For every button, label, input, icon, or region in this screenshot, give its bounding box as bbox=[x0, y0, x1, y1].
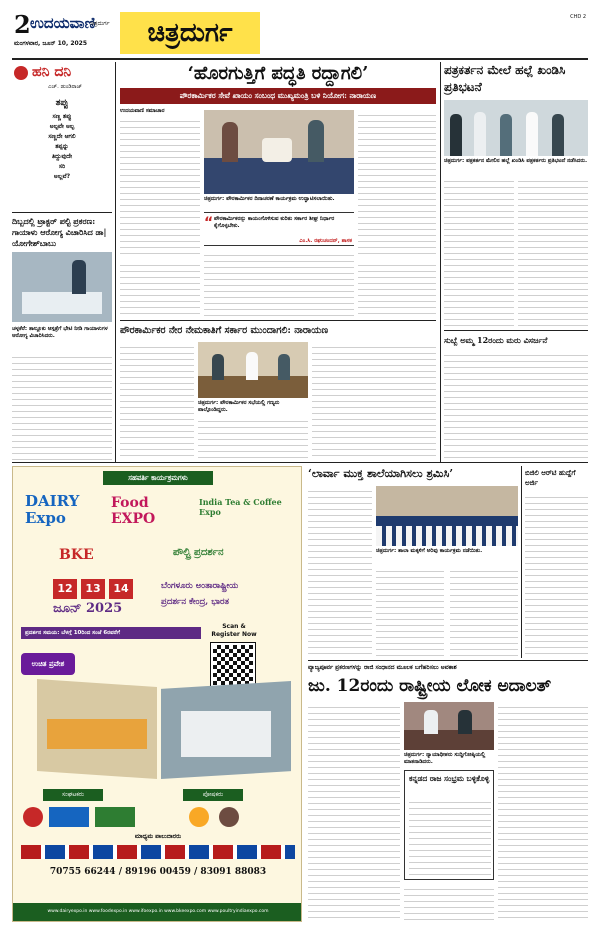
masthead bbox=[12, 12, 588, 58]
lead-body-col2 bbox=[358, 110, 436, 256]
venue-line-1: ಬೆಂಗಳೂರು ಅಂತಾರಾಷ್ಟ್ರೀಯ bbox=[161, 581, 239, 591]
supporter-logo bbox=[219, 807, 239, 827]
advert-websites: www.dairyexpo.in www.foodexpo.in www.ifoexpo.in www.bkeexpo.com www.poultryindiaexpo.com bbox=[13, 903, 302, 921]
adalat-box-body bbox=[409, 797, 491, 877]
sidebar-photo bbox=[12, 252, 112, 322]
page-number: 2 bbox=[14, 10, 31, 39]
partner-logo-strip bbox=[21, 845, 295, 859]
media-partners-label: ಮಾಧ್ಯಮ ಪಾಲುದಾರರು bbox=[134, 833, 182, 840]
edition-label: ಚಿತ್ರದುರ್ಗ bbox=[90, 20, 110, 27]
small-body bbox=[525, 492, 588, 656]
dairy-expo-logo: DAIRY Expo bbox=[25, 492, 80, 527]
poem-line: ತಿದ್ದುವುದೇ bbox=[51, 153, 73, 160]
right-body-col1 bbox=[444, 176, 514, 326]
organisers-label: ಸಂಘಟಕರು bbox=[43, 789, 103, 801]
poem-line: ಅಲ್ಲವೆ? bbox=[53, 173, 71, 180]
right-photo bbox=[444, 100, 588, 156]
supporters-label: ಪೋಷಕರು bbox=[183, 789, 243, 801]
quote-mark-icon: “ bbox=[204, 215, 214, 231]
date-day: 12 bbox=[53, 579, 77, 599]
second-body-col1 bbox=[120, 342, 194, 458]
poem-line: ಸಣ್ಣದೇ ಆಗಲಿ bbox=[48, 133, 76, 140]
sidebar-divider bbox=[12, 212, 112, 213]
page-mid-rule bbox=[12, 462, 588, 463]
venue-line-2: ಪ್ರದರ್ಶನ ಕೇಂದ್ರ, ಭಾರತ bbox=[161, 597, 230, 607]
date-day: 14 bbox=[109, 579, 133, 599]
expo-advert bbox=[12, 466, 302, 922]
bke-logo: BKE bbox=[59, 547, 94, 563]
small-col-rule bbox=[521, 466, 522, 658]
date-month: ಜೂನ್ 2025 bbox=[53, 601, 123, 616]
timing-bar: ಪ್ರದರ್ಶನ ಸಮಯ: ಬೆಳಗ್ಗೆ 10ರಿಂದ ಸಂಜೆ 6ರವರೆಗೆ bbox=[21, 627, 201, 639]
poem-line: ಅಲ್ಪವೇ ಅಲ್ಪ bbox=[49, 123, 75, 130]
poem-line: ಸರಿ bbox=[58, 163, 66, 170]
masthead-rule bbox=[12, 58, 588, 60]
food-expo-logo: Food EXPO bbox=[111, 495, 156, 527]
small-headline: ಬಿಜಿಲಿ ಆರ್‌ಟಿ ಹುದ್ದೆಗೆ ಅರ್ಜಿ bbox=[525, 468, 576, 487]
right-rule bbox=[444, 330, 588, 331]
right-body-col2 bbox=[518, 176, 588, 326]
lead-body-col4 bbox=[358, 260, 436, 316]
lead-quote-box bbox=[204, 212, 354, 246]
school-headline: ‘ಲಾರ್ವಾ ಮುಕ್ತ ಶಾಲೆಯಾಗಿಸಲು ಶ್ರಮಿಸಿ’ bbox=[308, 467, 454, 480]
lead-body-col1 bbox=[120, 116, 200, 256]
date-day: 13 bbox=[81, 579, 105, 599]
adalat-body-col2 bbox=[404, 884, 494, 920]
organiser-logo bbox=[49, 807, 89, 827]
brief-body bbox=[444, 350, 588, 458]
school-photo-caption: ಚಿತ್ರದುರ್ಗ: ಶಾಲಾ ಮಕ್ಕಳಿಗೆ ಅರಿವು ಕಾರ್ಯಕ್ರಮ ನಡೆಯಿತು. bbox=[376, 548, 483, 554]
lead-body-bottom bbox=[204, 250, 354, 316]
lead-dateline: ಉದಯವಾಣಿ ಸಮಾಚಾರ bbox=[120, 108, 165, 114]
school-body-col3 bbox=[450, 566, 518, 656]
school-body-col1 bbox=[308, 486, 372, 656]
lead-subhead: ಪೌರಕಾರ್ಮಿಕರ ಸೇವೆ ಖಾಯಂ ಸಂಬಂಧ ಮುಖ್ಯಮಂತ್ರಿ ಬಳಿ ನಿಯೋಗ: ನಾರಾಯಣ bbox=[120, 88, 436, 104]
tea-expo-logo: India Tea & Coffee Expo bbox=[199, 497, 282, 517]
adalat-body-col1 bbox=[308, 702, 400, 920]
lead-rule bbox=[120, 320, 436, 321]
free-entry-badge: ಉಚಿತ ಪ್ರವೇಶ bbox=[21, 653, 75, 675]
second-body-col3 bbox=[312, 342, 436, 458]
poem-line: ತಪ್ಪನ್ನು bbox=[55, 143, 69, 150]
poem-line: ಸಣ್ಣ ತಪ್ಪು bbox=[52, 113, 72, 120]
lead-quote: ಪೌರಕಾರ್ಮಿಕರನ್ನು ಕಾಯಂಗೊಳಿಸುವ ಕುರಿತು ಸರ್ಕಾರ ಶೀಘ್ರ ನಿರ್ಧಾರ ಕೈಗೊಳ್ಳಬೇಕು. bbox=[214, 216, 335, 229]
adalat-rule bbox=[308, 660, 588, 661]
column-rule-right bbox=[440, 62, 441, 462]
sidebar-headline: ದಿಬ್ಬದಲ್ಲಿ ಟ್ರಾಕ್ಟರ್ ಪಲ್ಟಿ ಪ್ರಕರಣ: ಗಾಯಾಳು ಆರೋಗ್ಯ ವಿಚಾರಿಸಿದ ಡಾ| ಯೋಗೇಶ್‌ಬಾಬು bbox=[12, 216, 107, 248]
advert-phone: 70755 66244 / 89196 00459 / 83091 88083 bbox=[49, 867, 267, 877]
brief-headline: ಸುಬ್ಬೆ ಅಮ್ಮ 12ರಂದು ಮರು ವಿಸರ್ಜನೆ bbox=[444, 335, 548, 345]
adalat-photo bbox=[404, 702, 494, 750]
advert-photo-left bbox=[37, 679, 157, 779]
lead-photo-caption: ಚಿತ್ರದುರ್ಗ: ಪೌರಕಾರ್ಮಿಕರ ದಿನಾಚರಣೆ ಕಾರ್ಯಕ್ರಮ ಉದ್ಘಾಟಿಸಲಾಯಿತು. bbox=[204, 196, 335, 202]
second-headline: ಪೌರಕಾರ್ಮಿಕರ ನೇರ ನೇಮಕಾತಿಗೆ ಸರ್ಕಾರ ಮುಂದಾಗಲಿ: ನಾರಾಯಣ bbox=[120, 325, 329, 336]
sidebar bbox=[12, 62, 112, 462]
date-line: ಮಂಗಳವಾರ, ಜೂನ್ 10, 2025 bbox=[14, 40, 88, 47]
qr-code[interactable] bbox=[211, 643, 255, 687]
organiser-logo bbox=[95, 807, 135, 827]
advert-banner: ಸಹವರ್ತಿ ಕಾರ್ಯಕ್ರಮಗಳು bbox=[103, 471, 213, 485]
column-author: ಎಚ್. ಡುಂಡಿರಾಜ್ bbox=[48, 84, 83, 90]
school-photo bbox=[376, 486, 518, 546]
adalat-kicker: ವ್ಯಾಜ್ಯಪೂರ್ವ ಪ್ರಕರಣಗಳನ್ನು ರಾಜಿ ಸಂಧಾನದ ಮೂಲಕ ಬಗೆಹರಿಸಲು ಅವಕಾಶ bbox=[308, 664, 457, 671]
adalat-body-col3 bbox=[498, 702, 588, 920]
organiser-logo bbox=[23, 807, 43, 827]
adalat-photo-caption: ಚಿತ್ರದುರ್ಗ: ನ್ಯಾಯಾಧೀಶರು ಸುದ್ದಿಗೋಷ್ಠಿಯಲ್ಲಿ ಮಾತನಾಡಿದರು. bbox=[404, 752, 486, 765]
adalat-boxed-notice bbox=[404, 770, 494, 880]
right-photo-caption: ಚಿತ್ರದುರ್ಗ: ಪತ್ರಕರ್ತನ ಮೇಲಿನ ಹಲ್ಲೆ ಖಂಡಿಸಿ ಪತ್ರಕರ್ತರು ಪ್ರತಿಭಟನೆ ನಡೆಸಿದರು. bbox=[444, 158, 588, 164]
second-photo-caption: ಚಿತ್ರದುರ್ಗ: ಪೌರಕಾರ್ಮಿಕರ ಸಭೆಯಲ್ಲಿ ಗಣ್ಯರು ಪಾಲ್ಗೊಂಡಿದ್ದರು. bbox=[198, 400, 280, 413]
lead-body-col3 bbox=[120, 260, 200, 316]
section-title: ಚಿತ್ರದುರ್ಗ bbox=[120, 12, 260, 54]
adalat-box-title: ಕನ್ನಡದ ರಾಜ ಸಂಭ್ರಮ ಬಳ್ಳಿಕೊಳ್ಳಿ bbox=[409, 774, 490, 783]
poultry-logo: ಪೌಲ್ಟ್ರಿ ಪ್ರದರ್ಶನ bbox=[173, 547, 224, 558]
poem-body bbox=[12, 112, 112, 182]
lead-headline: ‘ಹೊರಗುತ್ತಿಗೆ ಪದ್ಧತಿ ರದ್ದಾಗಲಿ’ bbox=[187, 63, 369, 84]
column-icon bbox=[14, 66, 28, 80]
lead-quote-author: ಎಂ.ಸಿ. ರಘುಚಂದನ್, ಶಾಸಕ bbox=[299, 238, 352, 244]
scan-register-label: Scan & Register Now bbox=[211, 623, 257, 638]
registration-marks bbox=[350, 919, 382, 928]
column-title: ಹನಿ ದನಿ bbox=[32, 64, 72, 80]
school-body-col2 bbox=[376, 566, 444, 656]
paper-name: ಉದಯವಾಣಿ bbox=[30, 14, 96, 32]
sidebar-body bbox=[12, 352, 112, 462]
sidebar-caption: ಚಳ್ಳಕೆರೆ: ತಾಲ್ಲೂಕು ಆಸ್ಪತ್ರೆಗೆ ಭೇಟಿ ನೀಡಿ ಗಾಯಾಳುಗಳ ಆರೋಗ್ಯ ವಿಚಾರಿಸಿದರು. bbox=[12, 326, 108, 339]
adalat-headline: ಜು. 12ರಂದು ರಾಷ್ಟ್ರೀಯ ಲೋಕ ಅದಾಲತ್ bbox=[308, 676, 552, 696]
print-code: CHD 2 bbox=[570, 14, 586, 20]
right-headline: ಪತ್ರಕರ್ತನ ಮೇಲೆ ಹಲ್ಲೆ ಖಂಡಿಸಿ ಪ್ರತಿಭಟನೆ bbox=[444, 63, 566, 94]
column-rule bbox=[115, 62, 116, 462]
supporter-logo bbox=[189, 807, 209, 827]
second-photo bbox=[198, 342, 308, 398]
lead-photo bbox=[204, 110, 354, 194]
advert-photo-right bbox=[161, 681, 291, 779]
second-body-col2 bbox=[198, 416, 308, 458]
poem-title: ತಪ್ಪು bbox=[55, 98, 69, 108]
date-block bbox=[53, 579, 153, 619]
